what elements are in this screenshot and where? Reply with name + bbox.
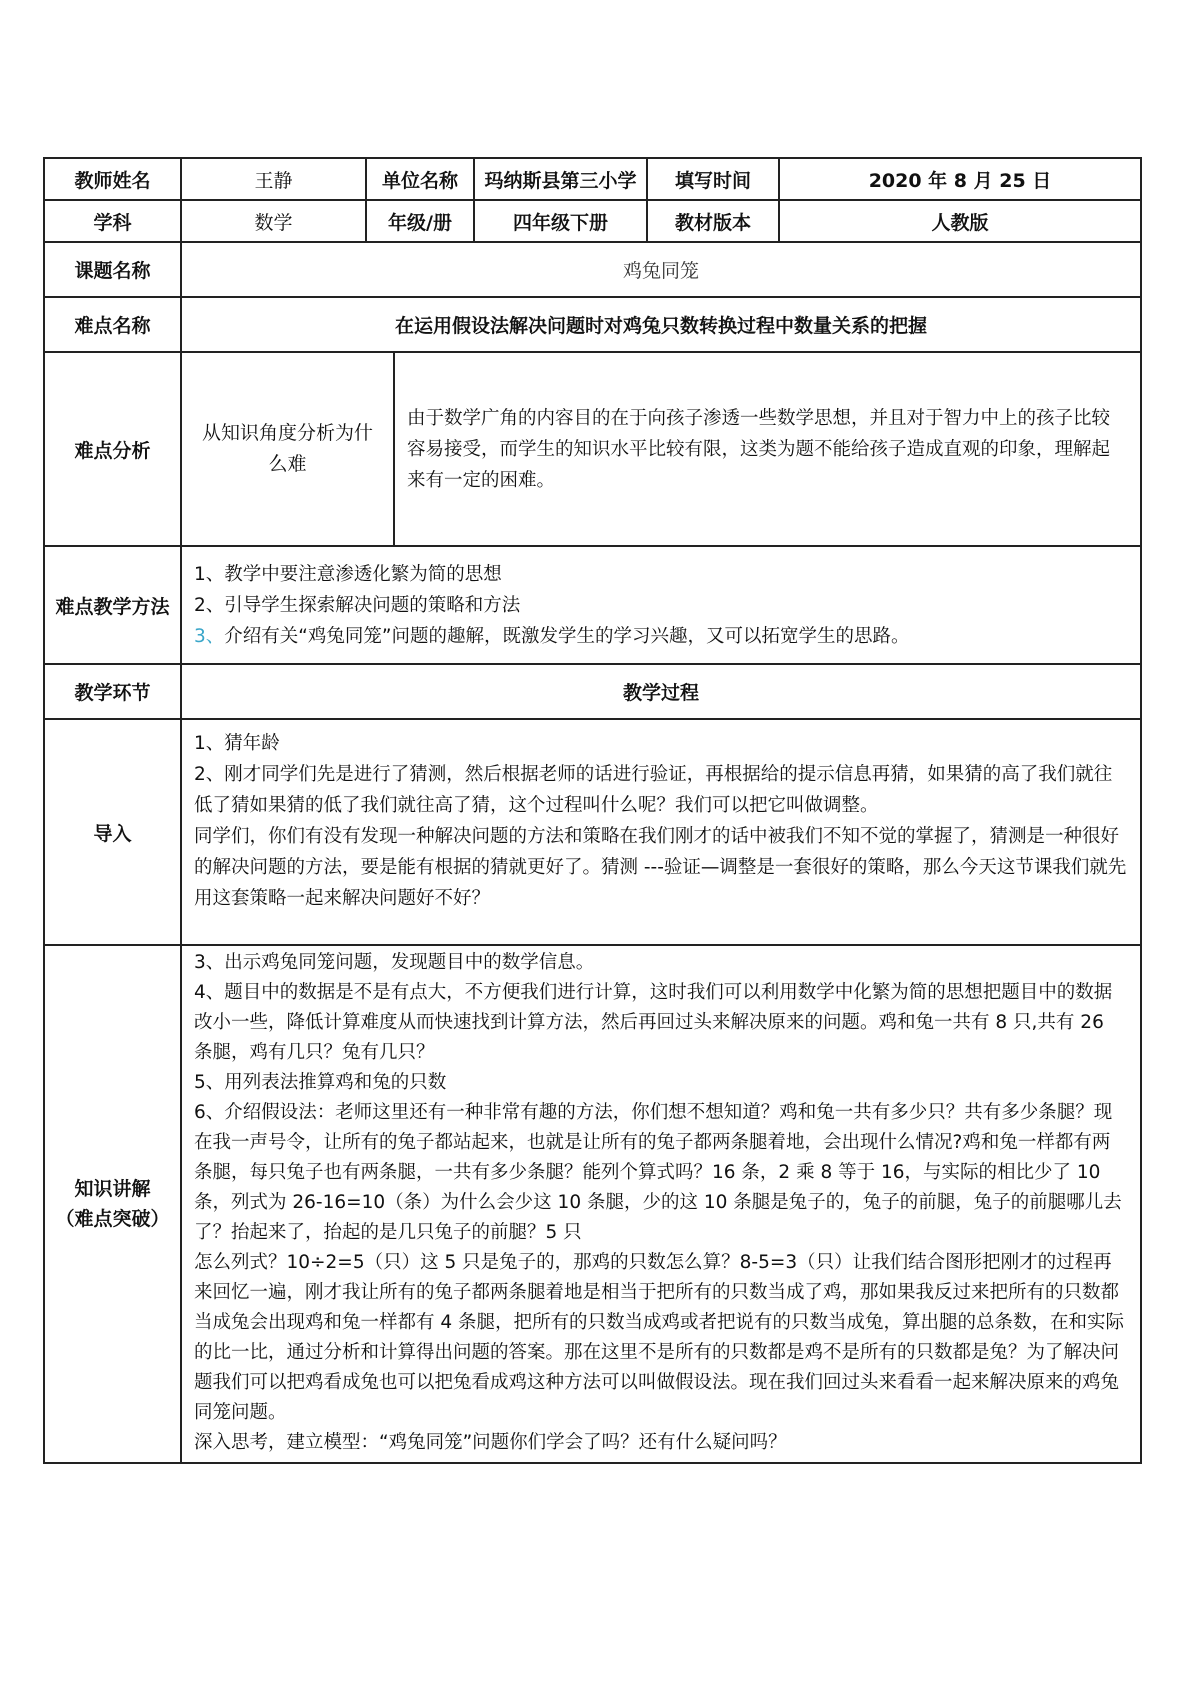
process-title: 教学过程 [181, 664, 1141, 719]
intro-content [181, 719, 1141, 945]
analysis-cell [181, 352, 1141, 546]
difficulty-value: 在运用假设法解决问题时对鸡兔只数转换过程中数量关系的把握 [181, 297, 1141, 352]
topic-row [44, 242, 1141, 297]
intro-label: 导入 [44, 719, 181, 945]
analysis-angle: 从知识角度分析为什么难 [182, 353, 394, 545]
knowledge-label: 知识讲解 [74, 1178, 151, 1200]
unit-label: 单位名称 [366, 158, 474, 200]
teacher-label: 教师姓名 [44, 158, 181, 200]
process-header-row [44, 664, 1141, 719]
knowledge-line: 深入思考，建立模型：“鸡兔同笼”问题你们学会了吗？还有什么疑问吗？ [194, 1432, 787, 1453]
header-row-2 [44, 200, 1141, 242]
subject-value: 数学 [181, 200, 366, 242]
method-item-num: 2、 [194, 594, 225, 616]
intro-row [44, 719, 1141, 945]
method-item-num: 3、 [194, 625, 225, 647]
difficulty-label: 难点名称 [44, 297, 181, 352]
lesson-plan-sheet [43, 157, 1140, 1464]
method-row [44, 546, 1141, 664]
analysis-label: 难点分析 [44, 352, 181, 546]
knowledge-line: 5、用列表法推算鸡和兔的只数 [194, 1072, 447, 1093]
header-row-1 [44, 158, 1141, 200]
grade-label: 年级/册 [366, 200, 474, 242]
analysis-inner [182, 353, 1140, 545]
method-label: 难点教学方法 [44, 546, 181, 664]
intro-line: 1、猜年龄 [194, 733, 280, 754]
intro-line: 同学们，你们有没有发现一种解决问题的方法和策略在我们刚才的话中被我们不知不觉的掌握了，猜测是一种很好的解决问题的方法，要是能有根据的猜就更好了。猜测 ---验证—调整是一套很好的策略，那么今天这节课我们就先用这套策略一起来解决问题好不好？ [194, 826, 1127, 909]
knowledge-row [44, 945, 1141, 1463]
grade-value: 四年级下册 [474, 200, 647, 242]
method-item-text: 教学中要注意渗透化繁为简的思想 [224, 563, 502, 585]
lesson-plan-table [43, 157, 1142, 1464]
subject-label: 学科 [44, 200, 181, 242]
intro-line: 2、刚才同学们先是进行了猜测，然后根据老师的话进行验证，再根据给的提示信息再猜，如果猜的高了我们就往低了猜如果猜的低了我们就往高了猜，这个过程叫什么呢？我们可以把它叫做调整。 [194, 764, 1113, 816]
method-item-text: 介绍有关“鸡兔同笼”问题的趣解，既激发学生的学习兴趣，又可以拓宽学生的思路。 [224, 625, 910, 647]
date-label: 填写时间 [647, 158, 779, 200]
method-item [194, 590, 1128, 621]
method-list [181, 546, 1141, 664]
knowledge-sublabel: （难点突破） [55, 1208, 170, 1230]
analysis-row [44, 352, 1141, 546]
edition-label: 教材版本 [647, 200, 779, 242]
topic-label: 课题名称 [44, 242, 181, 297]
fill-date: 2020 年 8 月 25 日 [779, 158, 1141, 200]
knowledge-content [181, 945, 1141, 1463]
unit-name: 玛纳斯县第三小学 [474, 158, 647, 200]
method-item [194, 621, 1128, 652]
analysis-text: 由于数学广角的内容目的在于向孩子渗透一些数学思想，并且对于智力中上的孩子比较容易接受，而学生的知识水平比较有限，这类为题不能给孩子造成直观的印象，理解起来有一定的困难。 [407, 407, 1111, 491]
knowledge-line: 怎么列式？10÷2=5（只）这 5 只是兔子的，那鸡的只数怎么算？8-5=3（只）让我们结合图形把刚才的过程再来回忆一遍，刚才我让所有的兔子都两条腿着地是相当于把所有的只数当成了鸡，那如果我反过来把所有的只数都当成兔会出现鸡和兔一样都有 4 条腿，把所有的只数当成鸡或者把说有的只数当成兔，算出腿的总条数，在和实际的比一比，通过分析和计算得出问题的答案。那在这里不是所有的只数都是鸡不是所有的只数都是兔？为了解决问题我们可以把鸡看成兔也可以把兔看成鸡这种方法可以叫做假设法。现在我们回过头来看看一起来解决原来的鸡兔同笼问题。 [194, 1252, 1125, 1423]
knowledge-line: 6、介绍假设法：老师这里还有一种非常有趣的方法，你们想不想知道？鸡和兔一共有多少只？共有多少条腿？现在我一声号令，让所有的兔子都站起来，也就是让所有的兔子都两条腿着地，会出现什么情况?鸡和兔一样都有两条腿，每只兔子也有两条腿，一共有多少条腿？能列个算式吗？16 条，2 乘 8 等于 16，与实际的相比少了 10 条，列式为 26-16=10（条）为什么会少这 10 条腿，少的这 10 条腿是兔子的，兔子的前腿，兔子的前腿哪儿去了？抬起来了，抬起的是几只兔子的前腿？5 只 [194, 1102, 1122, 1243]
knowledge-line: 4、题目中的数据是不是有点大，不方便我们进行计算，这时我们可以利用数学中化繁为简的思想把题目中的数据改小一些，降低计算难度从而快速找到计算方法，然后再回过头来解决原来的问题。鸡和兔一共有 8 只,共有 26 条腿，鸡有几只？兔有几只？ [194, 982, 1113, 1063]
method-item [194, 559, 1128, 590]
method-item-text: 引导学生探索解决问题的策略和方法 [224, 594, 521, 616]
knowledge-line: 3、出示鸡兔同笼问题，发现题目中的数学信息。 [194, 952, 595, 973]
method-item-num: 1、 [194, 563, 225, 585]
difficulty-row [44, 297, 1141, 352]
process-stage-label: 教学环节 [44, 664, 181, 719]
knowledge-label-cell [44, 945, 181, 1463]
topic-value: 鸡兔同笼 [181, 242, 1141, 297]
teacher-name: 王静 [181, 158, 366, 200]
edition-value: 人教版 [779, 200, 1141, 242]
